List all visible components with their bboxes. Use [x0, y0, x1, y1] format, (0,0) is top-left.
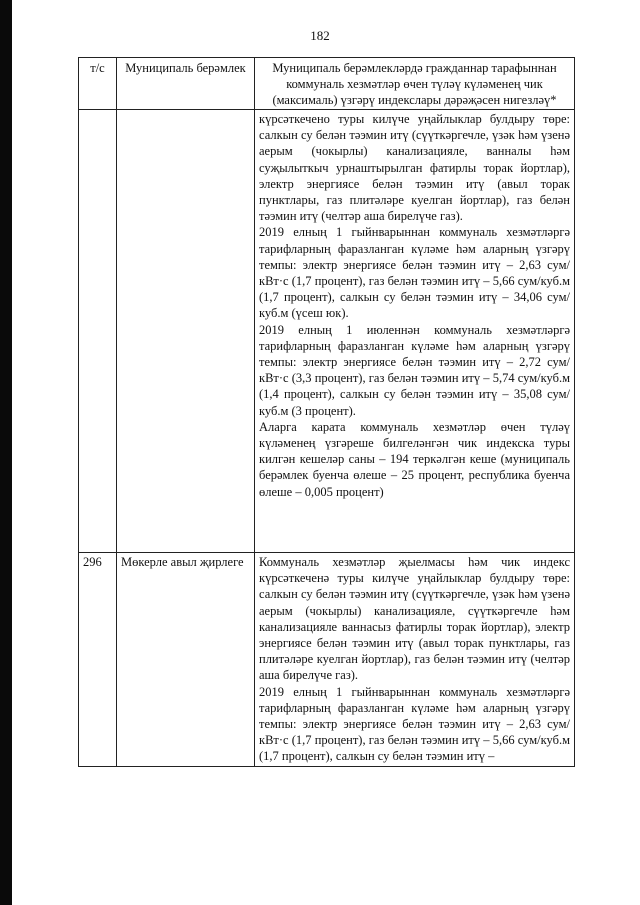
- row-number: [79, 110, 117, 553]
- table-row: [79, 553, 575, 767]
- description-paragraph: Аларга карата коммуналь хезмәтләр өчен түләү күләменең үзгәреше билгеләнгән чик индекска туры килгән кешеләр саны – 194 теркәлгән кеше (муниципаль берәмлек буенча өлеше – 25 процент, республика буенча өлеше – 0,005 процент): [259, 419, 570, 499]
- row-description: [255, 553, 575, 767]
- row-municipality: [117, 110, 255, 553]
- header-description: Муниципаль берәмлекләрдә гражданнар тарафыннан коммуналь хезмәтләр өчен түләү күләменең чик (максималь) үзгәрү индекслары дәрәҗәсен нигезләү*: [255, 58, 575, 110]
- row-number: 296: [79, 553, 117, 767]
- tariff-table: [78, 57, 575, 767]
- description-paragraph: 2019 елның 1 июленнән коммуналь хезмәтләргә тарифларның фаразланган күләме һәм аларның үзгәрү темпы: электр энергиясе белән тәэмин итү – 2,72 сум/кВт·с (3,3 процент), газ белән тәэмин итү – 5,74 сум/куб.м (1,4 процент), салкын су белән тәэмин итү – 35,08 сум/куб.м (3 процент).: [259, 322, 570, 418]
- page-number: 182: [310, 28, 330, 43]
- header-municipality: Муниципаль берәмлек: [117, 58, 255, 110]
- table-header-row: [79, 58, 575, 110]
- description-paragraph: 2019 елның 1 гыйнварыннан коммуналь хезмәтләргә тарифларның фаразланган күләме һәм аларның үзгәрү темпы: электр энергиясе белән тәэмин итү – 2,63 сум/кВт·с (1,7 процент), газ белән тәэмин итү – 5,66 сум/куб.м (1,7 процент), салкын су белән тәэмин итү –: [259, 684, 570, 764]
- row-municipality: Мөкерле авыл җирлеге: [117, 553, 255, 767]
- description-paragraph: Коммуналь хезмәтләр җыелмасы һәм чик индекс күрсәткеченә туры килүче уңайлыклар булдыру төре: салкын су белән тәэмин итү (сүүткәргечле, үзәк һәм үзенә аерым (чокырлы) канализацияле, сүүткәргечле һәм канализацияле ваннасыз фатирлы торак йортлар), электр энергиясе белән тәэмин итү (авыл торак пунктлары, газ плитәләре куелган йортлар), газ белән тәэмин итү (челтәр аша бирелүче газ).: [259, 555, 570, 683]
- header-number: т/с: [79, 58, 117, 110]
- row-description: [255, 110, 575, 553]
- description-paragraph: күрсәткечено туры килүче уңайлыклар булдыру төре: салкын су белән тәэмин итү (сүүткәргечле, үзәк һәм үзенә аерым (чокырлы) канализацияле, ванналы һәм суҗылыткыч урнаштырылган фатирлы торак йортлар), электр энергиясе белән тәэмин итү (авыл торак пунктлары, газ плитәләре куелган йортлар), газ белән тәэмин итү (челтәр аша бирелүче газ).: [259, 112, 570, 224]
- scan-border: [0, 0, 12, 905]
- description-paragraph: 2019 елның 1 гыйнварыннан коммуналь хезмәтләргә тарифларның фаразланган күләме һәм аларның үзгәрү темпы: электр энергиясе белән тәэмин итү – 2,63 сум/кВт·с (1,7 процент), газ белән тәэмин итү – 5,66 сум/куб.м (1,7 процент), салкын су белән тәэмин итү – 34,06 сум/куб.м (үсеш юк).: [259, 225, 570, 321]
- table-row: [79, 110, 575, 553]
